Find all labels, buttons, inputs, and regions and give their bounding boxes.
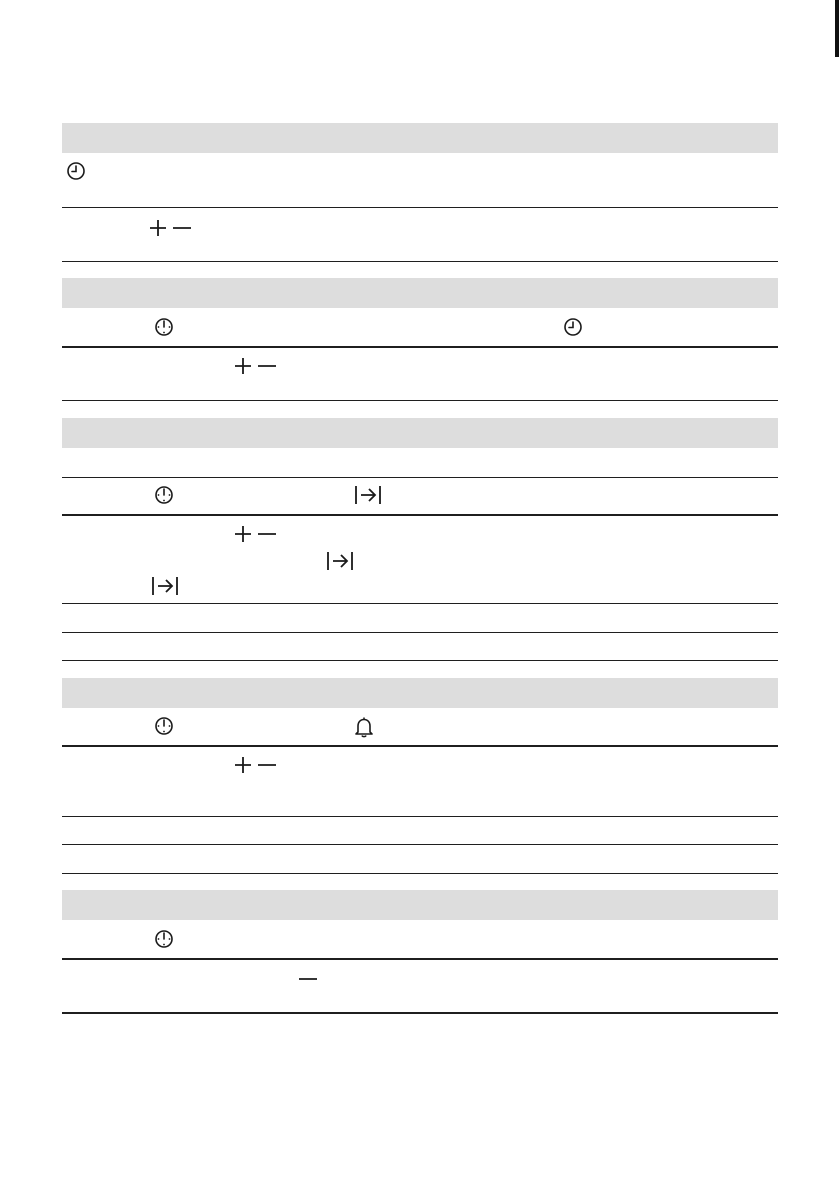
power-icon: [154, 317, 174, 337]
clock-icon: [66, 161, 86, 181]
section-5-header-bar: [62, 890, 778, 920]
row-divider: [62, 816, 778, 817]
section-end-rule: [62, 1012, 778, 1014]
power-icon: [154, 716, 174, 736]
row-divider: [62, 632, 778, 633]
section-end-rule: [62, 873, 778, 874]
skip-forward-icon: [326, 550, 354, 572]
plus-icon: [233, 524, 253, 544]
section-2-header-bar: [62, 278, 778, 308]
minus-icon: [172, 218, 192, 238]
bell-icon: [354, 716, 374, 738]
power-icon: [154, 485, 174, 505]
row-divider: [62, 346, 778, 348]
minus-icon: [257, 755, 277, 775]
section-1-header-bar: [62, 123, 778, 153]
section-end-rule: [62, 261, 778, 262]
skip-forward-icon: [151, 575, 179, 597]
row-divider: [62, 477, 778, 478]
power-icon: [154, 929, 174, 949]
section-end-rule: [62, 400, 778, 401]
row-divider: [62, 958, 778, 960]
section-3-header-bar: [62, 418, 778, 448]
row-divider: [62, 514, 778, 516]
skip-forward-icon: [354, 484, 382, 506]
row-divider: [62, 745, 778, 747]
row-divider: [62, 603, 778, 604]
page-edge-mark: [835, 0, 839, 57]
minus-icon: [257, 524, 277, 544]
minus-icon: [257, 356, 277, 376]
minus-icon: [298, 969, 318, 989]
plus-icon: [148, 218, 168, 238]
plus-icon: [233, 356, 253, 376]
section-end-rule: [62, 660, 778, 661]
row-divider: [62, 207, 778, 208]
plus-icon: [233, 755, 253, 775]
clock-icon: [563, 317, 583, 337]
section-4-header-bar: [62, 678, 778, 708]
row-divider: [62, 844, 778, 845]
